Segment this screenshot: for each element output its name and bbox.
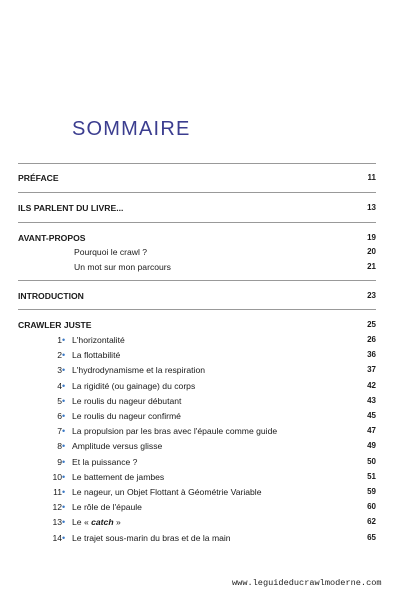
chapter-number: 7 (57, 426, 62, 437)
page-number: 47 (367, 426, 376, 436)
page-number: 37 (367, 365, 376, 375)
bullet-icon: • (62, 456, 66, 467)
bullet-icon: • (62, 487, 66, 497)
chapter-number: 8 (57, 441, 62, 452)
chapter-label: Le roulis du nageur confirmé (72, 411, 181, 421)
subitem-label: Pourquoi le crawl ? (74, 247, 148, 257)
chapter-row (0, 440, 414, 452)
chapter-row (0, 456, 414, 468)
chapter-row (0, 364, 414, 376)
chapter-row (0, 471, 414, 483)
divider (18, 192, 376, 193)
bullet-icon: • (62, 365, 66, 376)
section-label: ILS PARLENT DU LIVRE... (18, 203, 124, 213)
toc-section-row (0, 202, 414, 214)
toc-section-row (0, 232, 414, 244)
chapter-number: 6 (57, 411, 62, 421)
chapter-row (0, 395, 414, 407)
page-number: 25 (367, 320, 376, 329)
chapter-label: Le trajet sous-marin du bras et de la main (72, 532, 231, 543)
chapter-row (0, 349, 414, 361)
page-number: 19 (367, 233, 376, 242)
page-number: 49 (367, 441, 376, 451)
section-label: INTRODUCTION (18, 291, 84, 301)
chapter-row (0, 486, 414, 498)
chapter-number: 4 (57, 380, 62, 391)
chapter-label: Le battement de jambes (72, 471, 165, 482)
chapter-number: 5 (57, 395, 62, 406)
chapter-number: 3 (57, 365, 62, 376)
chapter-number: 1 (57, 335, 62, 345)
chapter-number: 2 (57, 350, 62, 361)
bullet-icon: • (62, 335, 66, 345)
page-number: 13 (367, 203, 376, 212)
chapter-number: 13 (52, 517, 62, 528)
section-label: PRÉFACE (18, 173, 59, 183)
page-number: 42 (367, 380, 376, 390)
page-title: SOMMAIRE (72, 118, 191, 140)
bullet-icon: • (62, 517, 66, 528)
chapter-label: Le rôle de l'épaule (72, 502, 142, 513)
page-number: 62 (367, 517, 376, 527)
chapter-row (0, 425, 414, 437)
chapter-label: Le « catch » (72, 517, 121, 528)
page-number: 60 (367, 502, 376, 512)
chapter-row (0, 380, 414, 392)
chapter-label: La propulsion par les bras avec l'épaule comme guide (72, 426, 278, 437)
toc-subitem-row (0, 261, 414, 273)
chapter-row (0, 410, 414, 422)
page-number: 59 (367, 487, 376, 496)
divider (18, 222, 376, 223)
chapter-row (0, 334, 414, 346)
bullet-icon: • (62, 395, 66, 406)
page-number: 50 (367, 456, 376, 466)
chapter-number: 11 (53, 487, 62, 497)
chapter-number: 14 (52, 532, 62, 543)
chapter-label: Le roulis du nageur débutant (72, 395, 182, 406)
bullet-icon: • (62, 441, 66, 452)
chapter-label: Le nageur, un Objet Flottant à Géométrie Variable (72, 487, 262, 497)
chapter-number: 10 (52, 471, 62, 482)
website-url: www.leguideducrawlmoderne.com (232, 578, 382, 588)
section-label: CRAWLER JUSTE (18, 320, 92, 330)
toc-section-row (0, 319, 414, 331)
toc-section-row (0, 290, 414, 302)
chapter-row (0, 516, 414, 528)
bullet-icon: • (62, 350, 66, 361)
chapter-label: Et la puissance ? (72, 456, 138, 467)
bullet-icon: • (62, 411, 66, 421)
subitem-label: Un mot sur mon parcours (74, 262, 171, 272)
bullet-icon: • (62, 502, 66, 513)
page-number: 43 (367, 395, 376, 405)
chapter-label: La flottabilité (72, 350, 121, 361)
chapter-row (0, 532, 414, 544)
page-number: 36 (367, 350, 376, 360)
page-number: 21 (367, 262, 376, 271)
page-number: 11 (367, 173, 376, 182)
page-number: 65 (367, 532, 376, 542)
page-number: 51 (367, 471, 376, 481)
section-label: AVANT-PROPOS (18, 233, 86, 243)
chapter-number: 9 (57, 456, 62, 467)
page-number: 20 (367, 247, 376, 256)
bullet-icon: • (62, 471, 66, 482)
page-number: 23 (367, 291, 376, 300)
divider (18, 309, 376, 310)
toc-section-row (0, 172, 414, 184)
bullet-icon: • (62, 380, 66, 391)
toc-subitem-row (0, 246, 414, 258)
chapter-label: La rigidité (ou gainage) du corps (72, 380, 196, 391)
chapter-label: Amplitude versus glisse (72, 441, 163, 452)
bullet-icon: • (62, 532, 66, 543)
chapter-row (0, 501, 414, 513)
divider (18, 280, 376, 281)
chapter-number: 12 (52, 502, 62, 513)
page-number: 26 (367, 335, 376, 344)
chapter-label: L'horizontalité (72, 335, 125, 345)
bullet-icon: • (62, 426, 66, 437)
page-number: 45 (367, 411, 376, 420)
divider (18, 163, 376, 164)
chapter-label: L'hydrodynamisme et la respiration (72, 365, 205, 376)
